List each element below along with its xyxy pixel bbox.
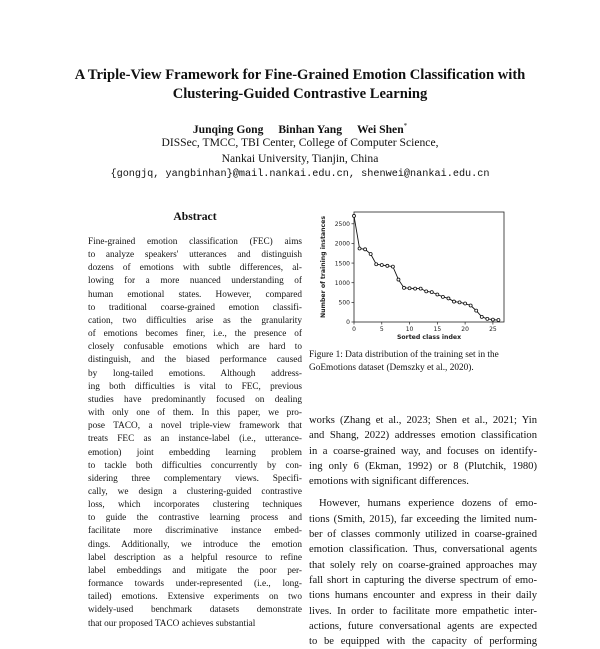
data-point bbox=[491, 318, 494, 321]
data-point bbox=[369, 253, 372, 256]
y-tick-label: 2500 bbox=[334, 220, 350, 228]
data-point bbox=[486, 317, 489, 320]
author-name: Wei Shen* bbox=[356, 122, 408, 136]
data-point bbox=[469, 304, 472, 307]
y-tick-label: 2000 bbox=[334, 240, 350, 248]
data-point bbox=[358, 247, 361, 250]
body-line: to be equipped with the capacity of performing bbox=[309, 636, 537, 648]
data-point bbox=[475, 309, 478, 312]
author-email: {gongjq, yangbinhan}@mail.nankai.edu.cn, shenwei@nankai.edu.cn bbox=[110, 169, 490, 180]
abstract-heading: Abstract bbox=[173, 210, 217, 223]
x-tick-label: 20 bbox=[461, 326, 469, 333]
abstract-line: with only one of them. In this paper, we pro- bbox=[88, 408, 302, 419]
abstract-line: facilitate more discriminative instance embed- bbox=[88, 526, 302, 537]
y-tick-label: 1500 bbox=[334, 260, 350, 268]
abstract-line: widely-used benchmark datasets demonstrate bbox=[88, 605, 302, 616]
abstract-line: loss, which incorporates clustering techniques bbox=[88, 500, 302, 511]
abstract-line: treats FEC as an instance-label (i.e., utterance- bbox=[88, 434, 302, 445]
data-point bbox=[436, 293, 439, 296]
abstract-line: of emotions becomes finer, i.e., the presence of bbox=[88, 329, 302, 340]
data-point bbox=[364, 248, 367, 251]
body-line: lives. In order to facilitate more empathetic inter- bbox=[309, 605, 537, 617]
caption-line: Figure 1: Data distribution of the training set in the bbox=[309, 350, 499, 360]
abstract-line: dings. Additionally, we introduce the emotion bbox=[88, 539, 302, 550]
data-point bbox=[397, 278, 400, 281]
data-point bbox=[408, 287, 411, 290]
x-tick-label: 5 bbox=[379, 326, 384, 333]
affiliation-line-2: Nankai University, Tianjin, China bbox=[221, 152, 379, 165]
abstract-line: to guide the contrastive learning process and bbox=[88, 513, 302, 524]
abstract-line: label description as a helpful resource to refine bbox=[88, 552, 302, 563]
y-tick-label: 1000 bbox=[334, 279, 350, 287]
body-line: that solely rely on coarse-grained approaches may bbox=[309, 559, 537, 571]
body-line: tions (Smith, 2015), far exceeding the limited num- bbox=[309, 513, 537, 525]
abstract-line: cation, two difficulties arise as the granularity bbox=[88, 315, 302, 326]
paper-title bbox=[40, 66, 560, 104]
data-point bbox=[447, 297, 450, 300]
data-point bbox=[497, 319, 500, 322]
x-tick-label: 0 bbox=[352, 326, 356, 333]
body-line: However, humans experience dozens of emo- bbox=[319, 498, 537, 510]
body-line: actions, future conversational agents are expected bbox=[309, 620, 537, 632]
title-line-2: Clustering-Guided Contrastive Learning bbox=[172, 86, 428, 102]
data-point bbox=[464, 302, 467, 305]
data-point bbox=[380, 264, 383, 267]
x-tick-label: 10 bbox=[405, 326, 414, 333]
abstract-line: distinguish, and the biased performance caused bbox=[88, 355, 302, 366]
data-point bbox=[430, 291, 433, 294]
author-name: Binhan Yang bbox=[278, 122, 343, 136]
abstract-line: that our proposed TACO achieves substantial bbox=[88, 618, 256, 629]
corresponding-author-mark: * bbox=[403, 122, 408, 130]
data-point bbox=[419, 287, 422, 290]
data-point bbox=[353, 214, 356, 217]
data-point bbox=[441, 295, 444, 298]
body-line: fall short in capturing the diverse spectrum of emo- bbox=[309, 574, 537, 586]
abstract-line: label embeddings and mitigate the poor per- bbox=[88, 565, 302, 576]
y-tick-label: 500 bbox=[338, 299, 350, 307]
data-point bbox=[403, 286, 406, 289]
body-line: ber of classes commonly utilized in coarse-grained bbox=[309, 529, 537, 541]
figure-1-caption bbox=[309, 349, 537, 375]
data-point bbox=[375, 263, 378, 266]
abstract-line: ing both difficulties is vital to FEC, previous bbox=[88, 381, 302, 392]
abstract-line: studies have predominantly focused on dealing bbox=[88, 394, 302, 405]
abstract-line: emotion) joint embedding learning problem bbox=[88, 447, 302, 458]
abstract-line: pose TACO, a novel triple-view framework that bbox=[88, 421, 302, 432]
class-distribution-line-chart bbox=[318, 208, 508, 343]
abstract-line: to tackle both difficulties concurrently by con- bbox=[88, 460, 302, 471]
body-line: ing only 6 (Ekman, 1992) or 8 (Plutchik, 1980) bbox=[309, 460, 537, 472]
x-tick-label: 15 bbox=[433, 326, 442, 333]
abstract-line: human emotional states. However, compared bbox=[88, 289, 302, 300]
body-line: tions humans encounter and express in their daily bbox=[309, 590, 537, 602]
data-point bbox=[414, 287, 417, 290]
abstract-body bbox=[88, 236, 302, 631]
abstract-line: cally, we design a clustering-guided contrastive bbox=[88, 486, 302, 497]
abstract-line: dozens of emotions with subtle differences, al- bbox=[88, 263, 302, 274]
body-line: works (Zhang et al., 2023; Shen et al., 2021; Yin bbox=[309, 415, 537, 426]
intro-body-text bbox=[309, 413, 537, 649]
y-axis-label: Number of training instances bbox=[320, 215, 327, 319]
abstract-line: lowing for a more nuanced understanding of bbox=[88, 276, 302, 287]
abstract-line: to analyze speakers' utterances and distinguish bbox=[88, 250, 302, 261]
author-name: Junqing Gong bbox=[192, 122, 264, 136]
title-line-1: A Triple-View Framework for Fine-Grained Emotion Classification with bbox=[74, 67, 526, 83]
abstract-line: closely confusable emotions which are hard to bbox=[88, 342, 302, 353]
data-point bbox=[453, 300, 456, 303]
series-line bbox=[354, 216, 498, 320]
data-point bbox=[391, 265, 394, 268]
figure-1-chart bbox=[318, 208, 508, 343]
data-point bbox=[386, 264, 389, 267]
body-line: in a coarse-grained way, and focuses on identify- bbox=[309, 445, 537, 457]
abstract-line: tailed) emotions. Extensive experiments on two bbox=[88, 592, 302, 603]
data-point bbox=[425, 290, 428, 293]
abstract-line: by long-tailed emotions. Although address- bbox=[88, 368, 302, 379]
abstract-line: to traditional coarse-grained emotion classifi- bbox=[88, 302, 302, 313]
y-tick-label: 0 bbox=[346, 319, 350, 327]
data-point bbox=[480, 315, 483, 318]
abstract-line: sidering three complementary views. Specifi- bbox=[88, 473, 302, 484]
caption-line: GoEmotions dataset (Demszky et al., 2020). bbox=[309, 363, 474, 373]
data-point bbox=[458, 301, 461, 304]
abstract-line: formance towards under-represented (i.e., long- bbox=[88, 579, 302, 590]
plot-frame bbox=[354, 212, 504, 322]
body-line: and Shang, 2022) addresses emotion classification bbox=[309, 430, 537, 442]
body-line: emotion classification. Thus, conversational agents bbox=[309, 544, 537, 556]
abstract-line: Fine-grained emotion classification (FEC) aims bbox=[88, 237, 302, 247]
body-line: emotions with significant differences. bbox=[309, 476, 469, 488]
x-tick-label: 25 bbox=[489, 326, 497, 333]
x-axis-label: Sorted class index bbox=[396, 334, 462, 341]
paragraph-gap bbox=[309, 489, 537, 496]
affiliation-line-1: DISSec, TMCC, TBI Center, College of Computer Science, bbox=[161, 136, 439, 149]
